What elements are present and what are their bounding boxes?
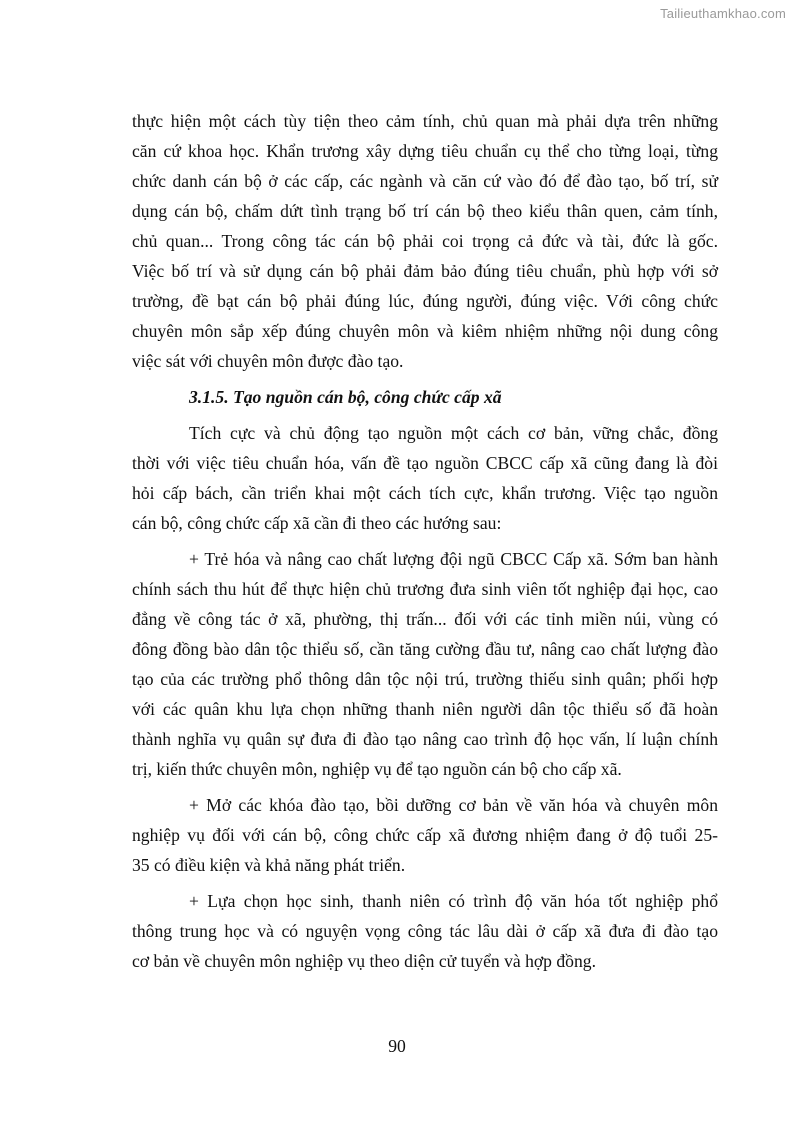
- page-number: 90: [388, 1036, 406, 1056]
- paragraph-1: [132, 106, 718, 376]
- text-line: + Trẻ hóa và nâng cao chất lượng đội ngũ CBCC Cấp xã. Sớm ban hành: [189, 549, 718, 569]
- text-line: trị, kiến thức chuyên môn, nghiệp vụ để tạo nguồn cán bộ cho cấp xã.: [132, 759, 622, 779]
- text-line: với các quân khu lựa chọn những thanh niên người dân tộc thiểu số đã hoàn: [132, 699, 718, 719]
- text-line: + Mở các khóa đào tạo, bồi dưỡng cơ bản về văn hóa và chuyên môn: [189, 795, 718, 815]
- text-line: chức danh cán bộ ở các cấp, các ngành và căn cứ vào đó để đào tạo, bố trí, sử: [132, 171, 718, 191]
- text-line: chủ quan... Trong công tác cán bộ phải coi trọng cả đức và tài, đức là gốc.: [132, 231, 718, 251]
- text-line: + Lựa chọn học sinh, thanh niên có trình độ văn hóa tốt nghiệp phổ: [189, 891, 718, 911]
- watermark-text: Tailieuthamkhao.com: [660, 6, 786, 21]
- paragraph-5: [132, 886, 718, 976]
- document-body: [132, 106, 718, 976]
- paragraph-2: [132, 418, 718, 538]
- text-line: việc sát với chuyên môn được đào tạo.: [132, 351, 404, 371]
- text-line: cán bộ, công chức cấp xã cần đi theo các hướng sau:: [132, 513, 502, 533]
- text-line: tạo của các trường phổ thông dân tộc nội trú, trường thiếu sinh quân; phối hợp: [132, 669, 718, 689]
- text-line: thực hiện một cách tùy tiện theo cảm tính, chủ quan mà phải dựa trên những: [132, 111, 718, 131]
- text-line: căn cứ khoa học. Khẩn trương xây dựng tiêu chuẩn cụ thể cho từng loại, từng: [132, 141, 718, 161]
- section-heading: 3.1.5. Tạo nguồn cán bộ, công chức cấp xã: [189, 387, 502, 407]
- paragraph-4: [132, 790, 718, 880]
- text-line: chính sách thu hút để thực hiện chủ trương đưa sinh viên tốt nghiệp đại học, cao: [132, 579, 718, 599]
- paragraph-3: [132, 544, 718, 784]
- text-line: chuyên môn sắp xếp đúng chuyên môn và kiêm nhiệm những nội dung công: [132, 321, 718, 341]
- text-line: nghiệp vụ đối với cán bộ, công chức cấp xã đương nhiệm đang ở độ tuổi 25-: [132, 825, 718, 845]
- text-line: hỏi cấp bách, cần triển khai một cách tích cực, khẩn trương. Việc tạo nguồn: [132, 483, 718, 503]
- text-line: cơ bản về chuyên môn nghiệp vụ theo diện cử tuyển và hợp đồng.: [132, 951, 596, 971]
- text-line: Việc bố trí và sử dụng cán bộ phải đảm bảo đúng tiêu chuẩn, phù hợp với sở: [132, 261, 718, 281]
- text-line: thời với việc tiêu chuẩn hóa, vấn đề tạo nguồn CBCC cấp xã cũng đang là đòi: [132, 453, 718, 473]
- text-line: 35 có điều kiện và khả năng phát triển.: [132, 855, 406, 875]
- text-line: đông đồng bào dân tộc thiểu số, cần tăng cường đầu tư, nâng cao chất lượng đào: [132, 639, 718, 659]
- text-line: Tích cực và chủ động tạo nguồn một cách cơ bản, vững chắc, đồng: [189, 423, 718, 443]
- text-line: đẳng về công tác ở xã, phường, thị trấn... đối với các tỉnh miền núi, vùng có: [132, 609, 718, 629]
- text-line: dụng cán bộ, chấm dứt tình trạng bố trí cán bộ theo kiểu thân quen, cảm tính,: [132, 201, 718, 221]
- text-line: thông trung học và có nguyện vọng công tác lâu dài ở cấp xã đưa đi đào tạo: [132, 921, 718, 941]
- text-line: thành nghĩa vụ quân sự đưa đi đào tạo nâng cao trình độ học vấn, lí luận chính: [132, 729, 718, 749]
- text-line: trường, đề bạt cán bộ phải đúng lúc, đúng người, đúng việc. Với công chức: [132, 291, 718, 311]
